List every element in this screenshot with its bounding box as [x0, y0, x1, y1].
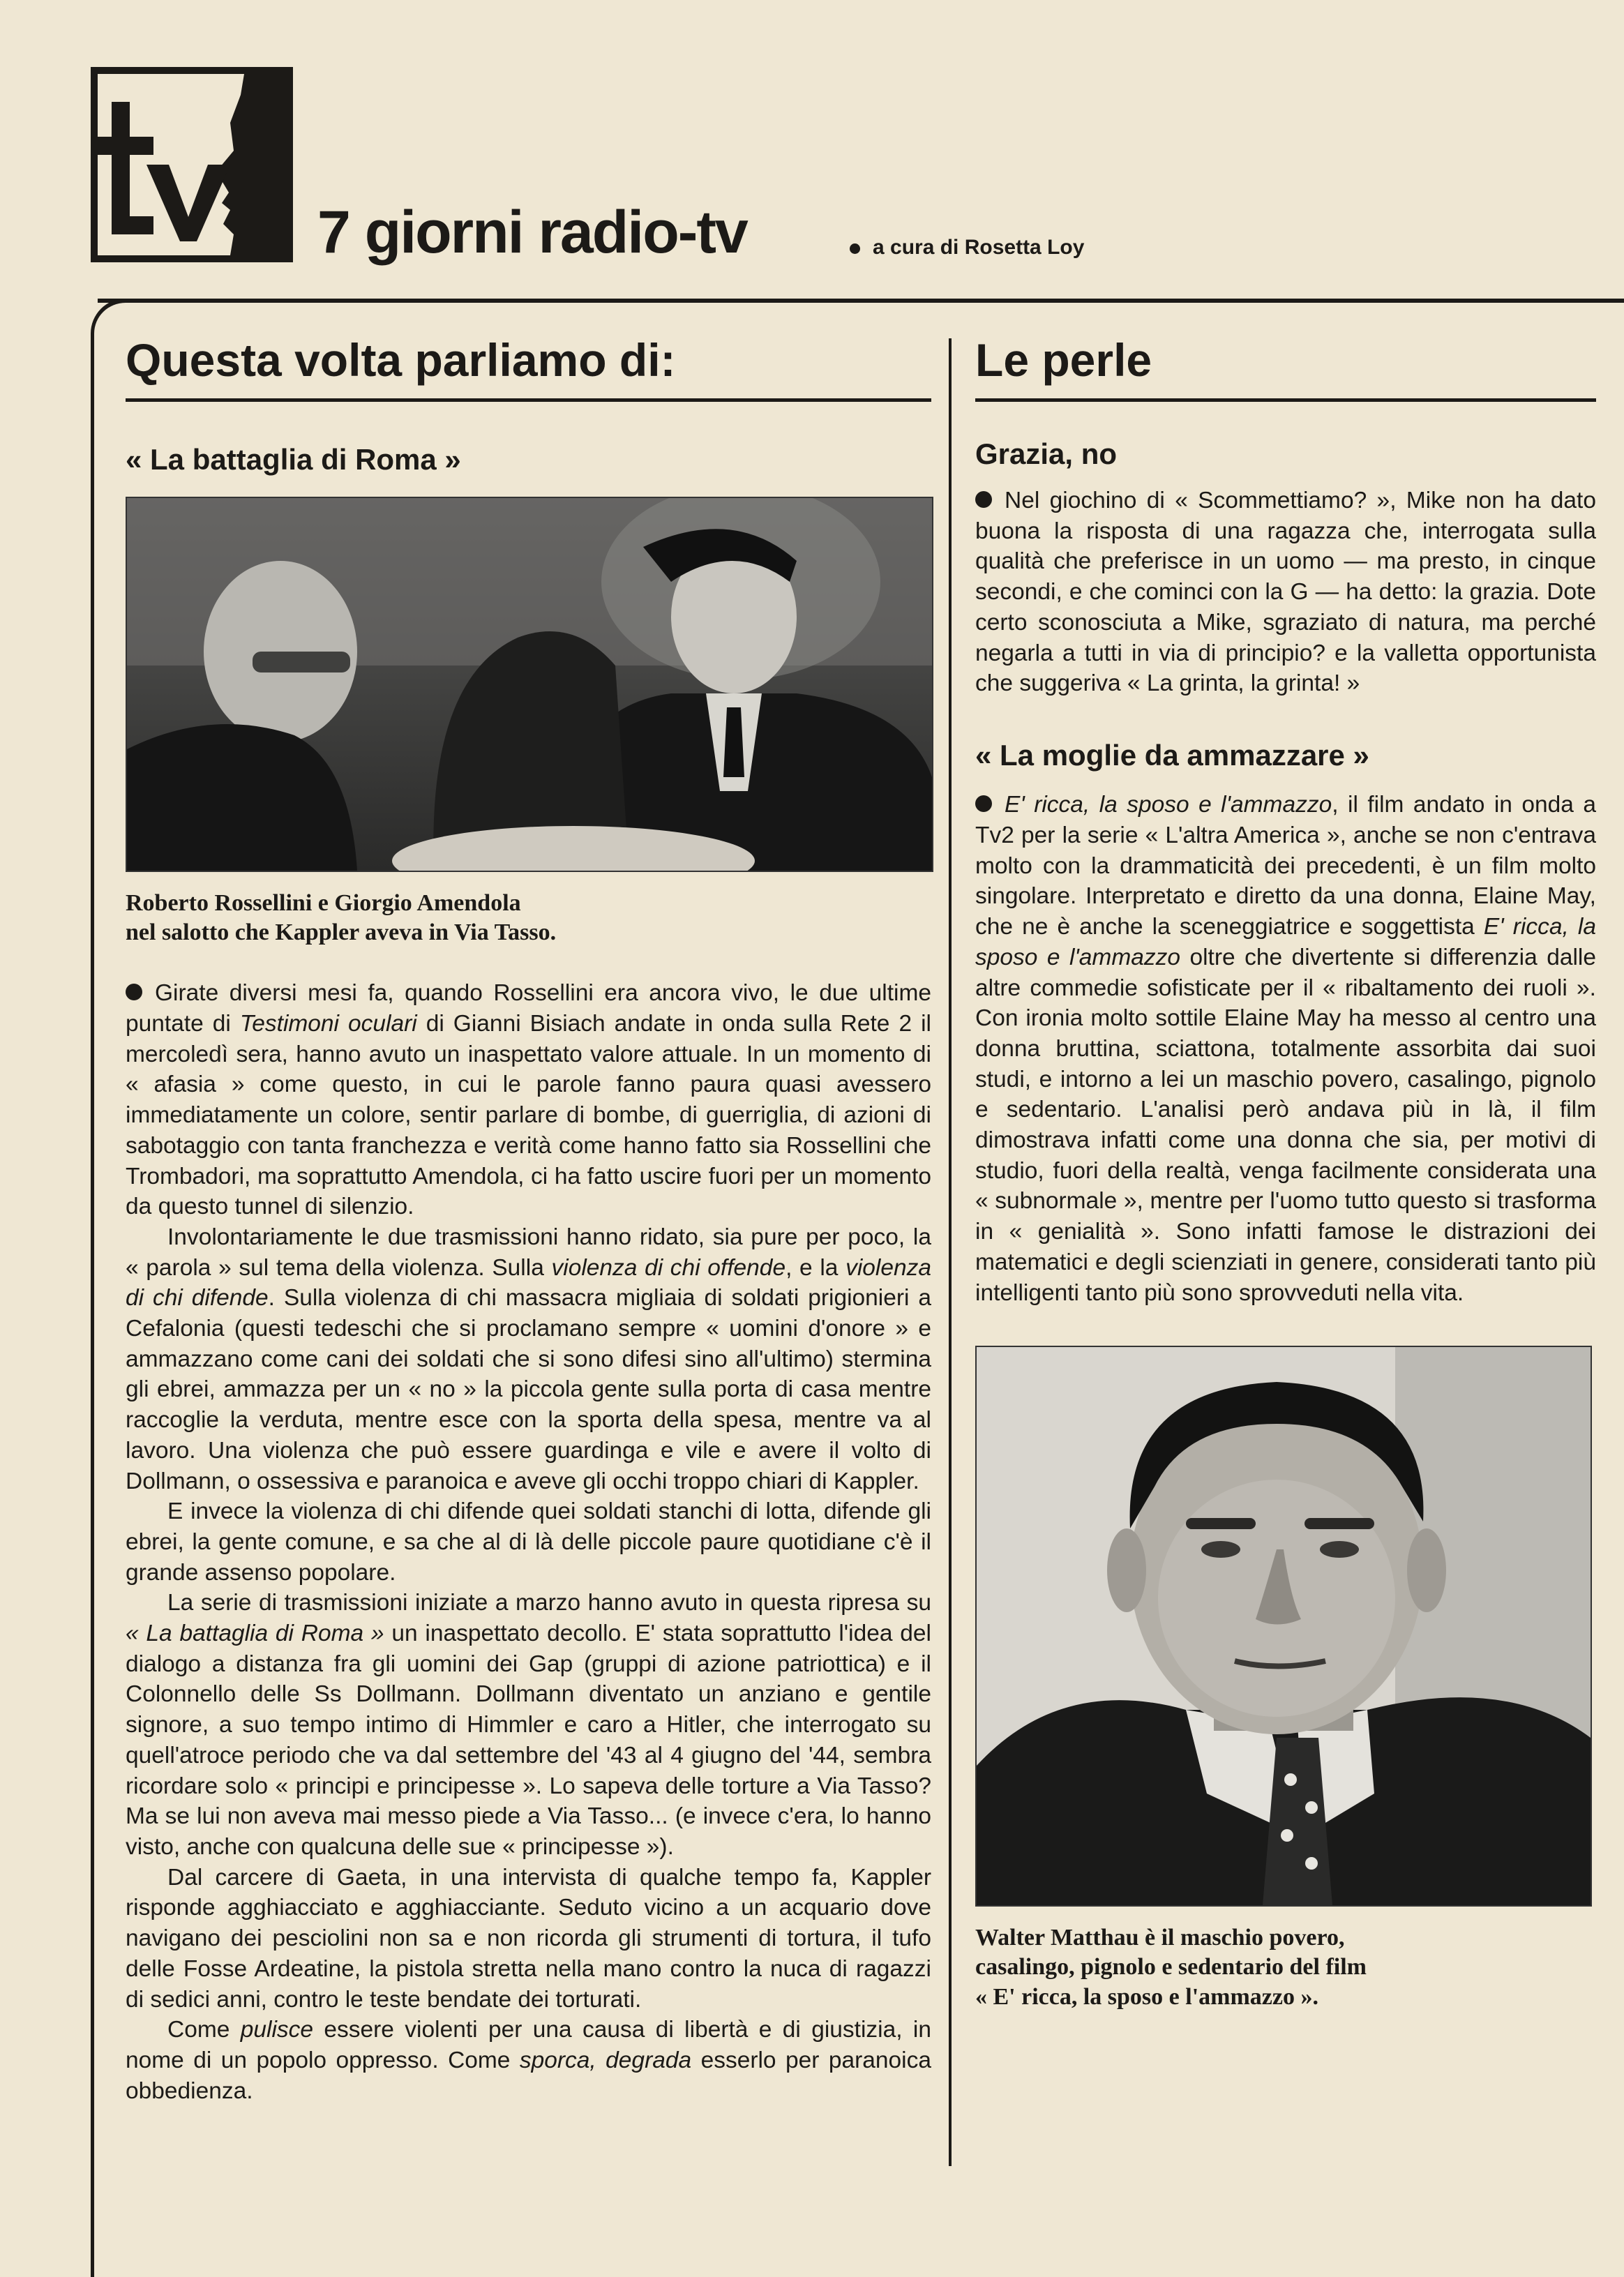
text-run: , il film andato in onda a Tv2 per la serie « L'altra America », anche se non c'entrava molto con la drammaticità dei precedenti, è un film molto singolare. Interpretato e diretto da una donna, Elaine May, che ne è anche la sceneggiatrice e soggettista — [975, 792, 1596, 940]
text-run: essere violenti per una causa di libertà e di giustizia, in nome di un popolo oppresso. Come — [126, 2017, 932, 2073]
text-run: Nel giochino di « Scommettiamo? », Mike non ha dato buona la risposta di una ragazza che, interrogata sulla qualità che preferisce in un uomo — ma presto, in cinque secondi, e che cominci con la G — ha detto: la grazia. Dote certo sconosciuta a Mike, sgraziato di natura, ma perché negarla a tutti in via di principio? e la valletta opportunista che suggeriva « La grinta, la grinta! » — [975, 487, 1596, 697]
italic-phrase: sporca, degrada — [519, 2047, 692, 2073]
item-heading: « La moglie da ammazzare » — [975, 738, 1369, 772]
paragraph: E invece la violenza di chi difende quei soldati stanchi di lotta, difende gli ebrei, la gente comune, e sa che al di là delle piccole paure quotidiane c'è il grande assenso popolare. — [126, 1498, 931, 1586]
bullet-icon — [126, 984, 142, 1000]
article-subtitle: « La battaglia di Roma » — [126, 442, 461, 476]
caption-line: « E' ricca, la sposo e l'ammazzo ». — [975, 1983, 1318, 2010]
curator-line — [850, 237, 1084, 258]
photo-rossellini-amendola — [126, 497, 933, 872]
italic-phrase: pulisce — [240, 2017, 314, 2043]
paragraph — [126, 1588, 931, 1862]
italic-phrase: violenza di chi offende — [551, 1254, 786, 1281]
caption-line: Roberto Rossellini e Giorgio Amendola — [126, 889, 521, 916]
program-title: Testimoni oculari — [239, 1011, 417, 1037]
text-run: di Gianni Bisiach andate in onda sulla Rete 2 il mercoledì sera, hanno avuto un inaspettato valore attuale. In un momento di « afasia » come questo, in cui le parole fanno paura quasi avessero immediatamente un colore, sentir parlare di bombe, di guerriglia, di azioni di sabotaggio con tanta franchezza e verità come hanno fatto sia Rossellini che Trombadori, ma soprattutto Amendola, ci ha fatto uscire fuori per un momento da questo tunnel di silenzio. — [126, 1011, 931, 1220]
text-run: La serie di trasmissioni iniziate a marzo hanno avuto in questa ripresa su — [167, 1590, 931, 1616]
text-run: Come — [167, 2017, 241, 2043]
item-heading: Grazia, no — [975, 437, 1118, 470]
film-title: E' ricca, la sposo e l'ammazzo — [975, 914, 1596, 970]
portrait-man-icon — [977, 1347, 1591, 1905]
tv-profile-logo-icon — [91, 67, 293, 262]
item-body — [975, 790, 1596, 1308]
bullet-icon — [850, 243, 860, 254]
paragraph: Dal carcere di Gaeta, in una intervista di qualche tempo fa, Kappler risponde agghiacciato e agghiacciante. Seduto vicino a un acquario dove navigano dei pesciolini non sa e non ricorda gli strumenti di tortura, il tufo delle Fosse Ardeatine, la pistola stretta nella mano contro la nuca di ragazzi di sedici anni, contro le teste bendate dei torturati. — [126, 1864, 931, 2013]
curator-text: a cura di Rosetta Loy — [873, 236, 1085, 259]
film-title: E' ricca, la sposo e l'ammazzo — [1005, 792, 1332, 818]
paragraph — [975, 486, 1596, 699]
caption-line: casalingo, pignolo e sedentario del film — [975, 1954, 1367, 1981]
paragraph — [126, 1222, 931, 1496]
article-body-left — [126, 978, 931, 2106]
italic-phrase: violenza di chi difende — [126, 1254, 932, 1312]
caption-line: nel salotto che Kappler aveva in Via Tasso. — [126, 919, 557, 946]
photo-caption-left — [126, 889, 931, 947]
photo-two-men-icon — [127, 498, 932, 871]
right-column — [975, 328, 1596, 2012]
text-run: , e la — [785, 1254, 846, 1281]
text-run: esserlo per paranoica obbedienza. — [126, 2047, 931, 2104]
text-run: oltre che divertente si differenzia dalle altre commedie sofisticate per il « ribaltamento dei ruoli ». Con ironia molto sottile Elaine May ha messo al centro una donna bruttina, sciattona, totalmente assorbita dai suoi studi, e intorno a lei un maschio povero, casalingo, pignolo e sedentario. L'analisi però andava più in là, il film dimostrava infatti come una donna che sia, per motivi di studio, fuori della realtà, venga facilmente considerata una « subnormale », mentre per l'uomo tutto questo si trasforma in « genialità ». Sono infatti famose le distrazioni dei matematici e degli scienziati in genere, considerati tanto più intelligenti tanto più sono sprovveduti nella vita. — [975, 944, 1596, 1306]
header-rule — [98, 299, 1624, 303]
photo-walter-matthau — [975, 1346, 1592, 1907]
text-run: . Sulla violenza di chi massacra migliaia di soldati prigionieri a Cefalonia (questi tedeschi che si proclamano sempre « uomini d'onore » e ammazzano come cani dei soldati che si sono difesi sino all'ultimo) stermina gli ebrei, ammazza per un « no » la piccola gente sulla porta di casa mentre raccoglie la verduta, mentre esce con la sporta della spesa, mentre va al lavoro. Una violenza che può essere guardinga e vile e avere il volto di Dollmann, o ossessiva e paranoica e aveve gli occhi troppo chiari di Kappler. — [126, 1285, 932, 1494]
left-column — [126, 328, 931, 2106]
tv-logo — [91, 67, 293, 262]
paragraph — [126, 978, 931, 1222]
text-run: un inaspettato decollo. E' stata soprattutto l'idea del dialogo a distanza fra gli uomini dei Gap (gruppi di azione patriottica) e il Colonnello delle Ss Dollmann. Dollmann diventato un anziano e gentile signore, a suo tempo intimo di Himmler e caro a Hitler, che interrogato su quell'atroce periodo che va dal settembre del '43 al 4 giugno del '44, sembra ricordare solo « principi e principesse ». Lo sapeva delle torture a Via Tasso? Ma se lui non aveva mai messo piede a Via Tasso... (e invece c'era, lo hanno visto, anche con qualcuna delle sue « principesse »). — [126, 1621, 931, 1860]
item-body — [975, 486, 1596, 699]
program-title: « La battaglia di Roma » — [126, 1621, 384, 1647]
photo-caption-right — [975, 1923, 1596, 2011]
paragraph — [975, 790, 1596, 1308]
text-run: Girate diversi mesi fa, quando Rossellini era ancora vivo, le due ultime puntate di — [126, 980, 931, 1037]
bullet-icon — [975, 491, 992, 508]
section-title-right: Le perle — [975, 335, 1596, 402]
caption-line: Walter Matthau è il maschio povero, — [975, 1925, 1345, 1951]
text-run: Involontariamente le due trasmissioni hanno ridato, sia pure per poco, la « parola » sul tema della violenza. Sulla — [126, 1224, 931, 1281]
paragraph — [126, 2015, 931, 2106]
column-title: 7 giorni radio-tv — [317, 199, 747, 266]
column-divider — [949, 338, 952, 2166]
section-title-left: Questa volta parliamo di: — [126, 335, 931, 402]
bullet-icon — [975, 795, 992, 812]
